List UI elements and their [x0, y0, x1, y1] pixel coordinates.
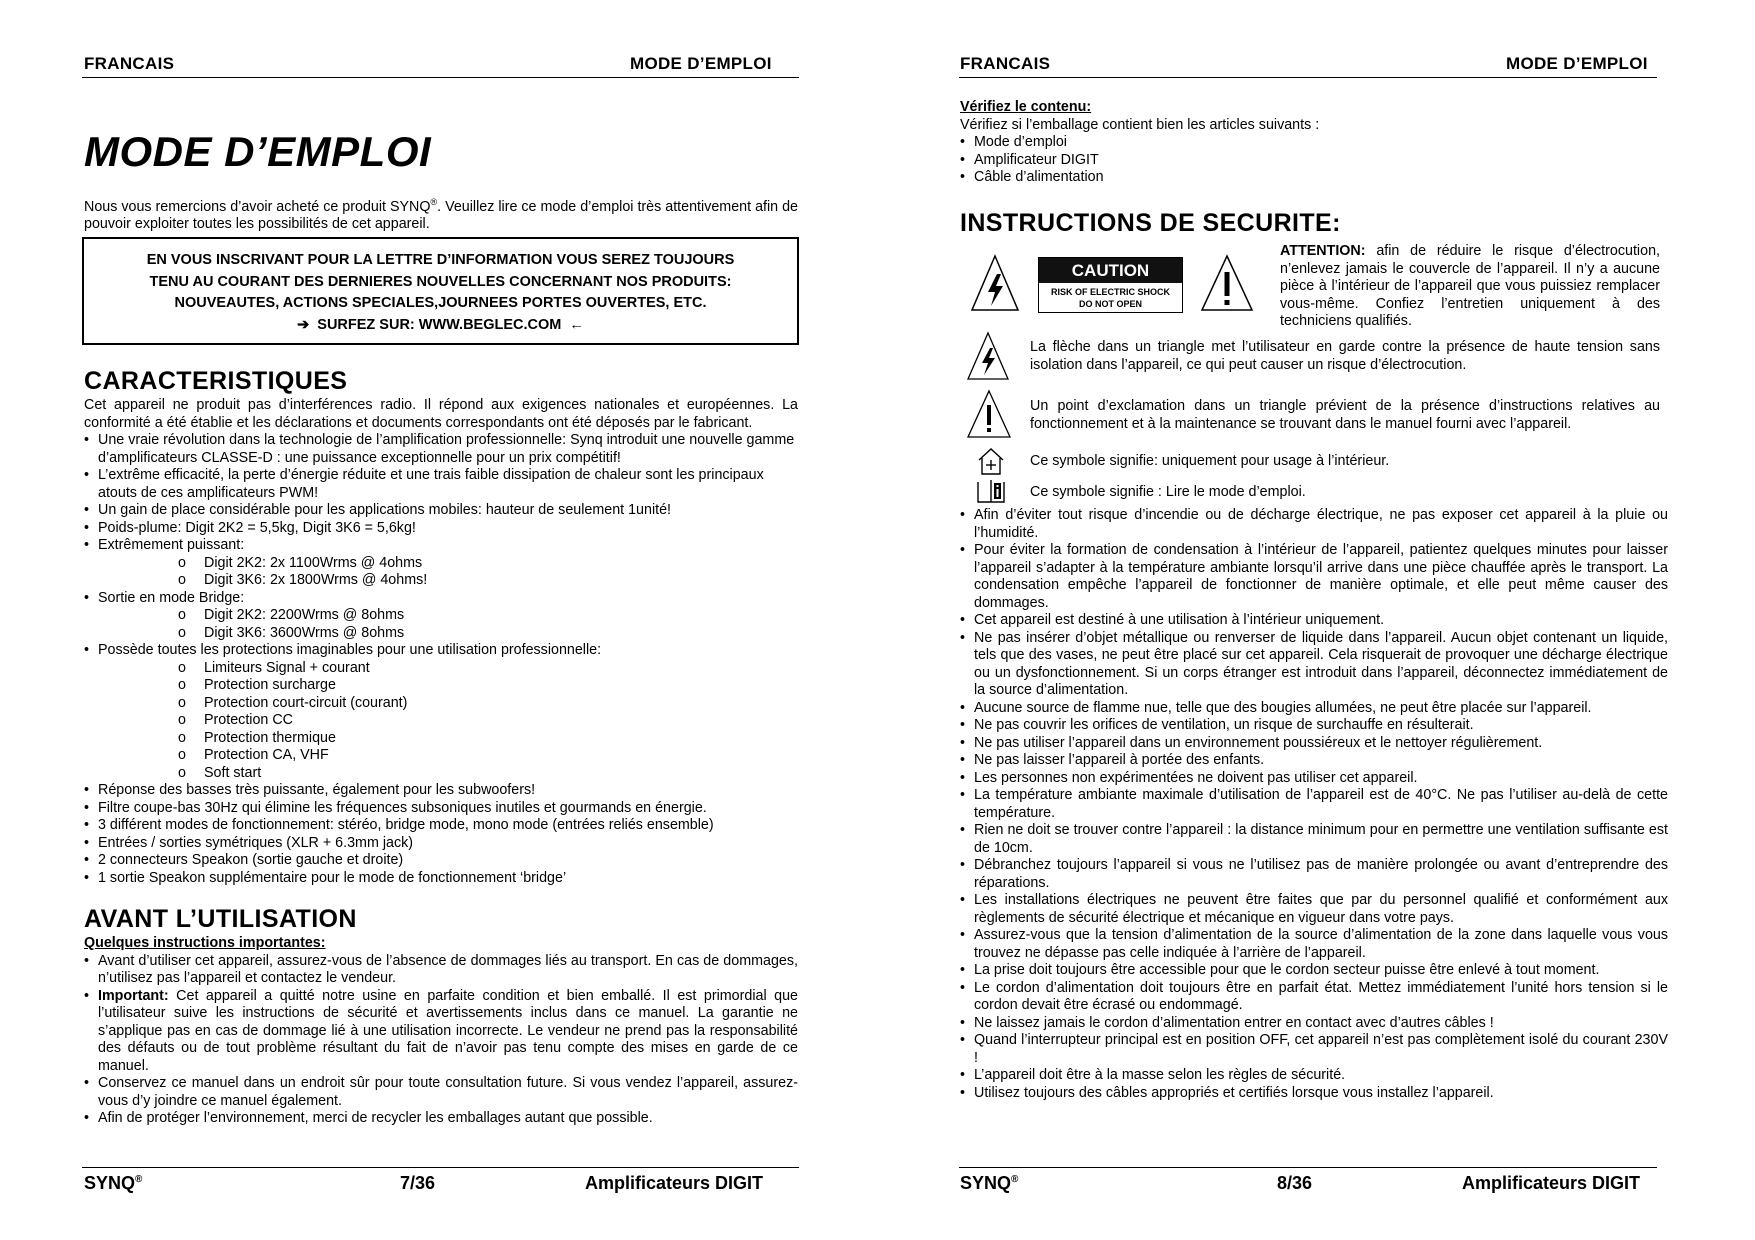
header-rule	[959, 77, 1657, 78]
footer-rule	[82, 1167, 799, 1168]
indoor-description: Ce symbole signifie: uniquement pour usage à l’intérieur.	[1030, 453, 1390, 469]
list-item: • Sortie en mode Bridge: o Digit 2K2: 2200Wrms @ 8ohms o Digit 3K6: 3600Wrms @ 8ohms	[84, 590, 798, 643]
list-item: • Afin de protéger l’environnement, merci de recycler les emballages autant que possible.	[84, 1110, 798, 1128]
newsletter-line: EN VOUS INSCRIVANT POUR LA LETTRE D’INFORMATION VOUS SEREZ TOUJOURS	[146, 252, 735, 268]
arrow-right-icon: ➔	[297, 316, 310, 333]
safety-heading: INSTRUCTIONS DE SECURITE:	[960, 209, 1341, 237]
list-item: • Réponse des basses très puissante, également pour les subwoofers!	[84, 782, 798, 800]
sub-item: o Digit 2K2: 2x 1100Wrms @ 4ohms	[178, 555, 798, 573]
list-item: • Assurez-vous que la tension d’alimentation de la source d’alimentation de la zone dans laquelle vous vous trouvez ne dépasse pas celle indiquée à l’arrière de l’appareil.	[960, 927, 1668, 962]
contents-list	[960, 134, 1660, 187]
list-item: • Les installations électriques ne peuvent être faites que par du personnel qualifié et conformément aux règlements de sécurité électrique et mécanique en vigueur dans votre pays.	[960, 892, 1668, 927]
newsletter-line: NOUVEAUTES, ACTIONS SPECIALES,JOURNEES PORTES OUVERTES, ETC.	[174, 295, 707, 311]
list-item: • Câble d’alimentation	[960, 169, 1660, 187]
list-item: • Ne pas utiliser l’appareil dans un environnement poussiéreux et le nettoyer régulièrement.	[960, 735, 1668, 753]
exclamation-description: Un point d’exclamation dans un triangle prévient de la présence d’instructions relatives au fonctionnement et à la maintenance se trouvant dans le manuel fourni avec l’appareil.	[1030, 398, 1660, 432]
exclamation-triangle-icon	[966, 389, 1012, 439]
footer-brand: SYNQ®	[84, 1173, 143, 1193]
features-heading: CARACTERISTIQUES	[84, 367, 348, 395]
arrow-left-icon: ←	[569, 316, 584, 333]
sub-item: o Soft start	[178, 765, 798, 783]
list-item: • La prise doit toujours être accessible pour que le cordon secteur puisse être enlevé à tout moment.	[960, 962, 1668, 980]
list-item: • Les personnes non expérimentées ne doivent pas utiliser cet appareil.	[960, 770, 1668, 788]
sub-item: o Limiteurs Signal + courant	[178, 660, 798, 678]
list-item: • Entrées / sorties symétriques (XLR + 6.3mm jack)	[84, 835, 798, 853]
list-item: • Extrêmement puissant: o Digit 2K2: 2x 1100Wrms @ 4ohms o Digit 3K6: 2x 1800Wrms @ 4ohms!	[84, 537, 798, 590]
lightning-description: La flèche dans un triangle met l’utilisateur en garde contre la présence de haute tension sans isolation dans l’appareil, ce qui peut causer un risque d’électrocution.	[1030, 339, 1660, 373]
footer-page-number: 8/36	[1277, 1173, 1313, 1193]
list-item: • 1 sortie Speakon supplémentaire pour le mode de fonctionnement ‘bridge’	[84, 870, 798, 888]
list-item: • La température ambiante maximale d’utilisation de l’appareil est de 40°C. Ne pas l’utiliser au-delà de cette température.	[960, 787, 1668, 822]
list-item: • Possède toutes les protections imaginables pour une utilisation professionnelle: o Limiteurs Signal + courant o Protection surcharge o Protection court-circuit (courant) o Protection CC o Protection thermique o Protection CA, VHF o Soft start	[84, 642, 798, 782]
header-section: MODE D’EMPLOI	[1506, 54, 1648, 73]
header-language: FRANCAIS	[960, 54, 1051, 73]
before-use-section	[84, 905, 798, 1128]
left-page	[0, 0, 877, 1240]
header-section: MODE D’EMPLOI	[630, 54, 772, 73]
sub-item: o Protection thermique	[178, 730, 798, 748]
read-manual-icon	[976, 478, 1006, 504]
list-item: • Pour éviter la formation de condensation à l’intérieur de l’appareil, patientez quelques minutes pour laisser l’appareil s’adapter à la température ambiante lorsqu’il arrive dans une pièce chauffée après le transport. La condensation empêche l’appareil de fonctionner de manière optimale, et elle peut même causer des dommages.	[960, 542, 1668, 612]
page-title: MODE D’EMPLOI	[84, 128, 432, 175]
list-item: • Poids-plume: Digit 2K2 = 5,5kg, Digit 3K6 = 5,6kg!	[84, 520, 798, 538]
footer-brand: SYNQ®	[960, 1173, 1019, 1193]
list-item: • Quand l’interrupteur principal est en position OFF, cet appareil n’est pas complètement isolé du courant 230V !	[960, 1032, 1668, 1067]
list-item: • Utilisez toujours des câbles appropriés et certifiés lorsque vous installez l’appareil.	[960, 1085, 1668, 1103]
list-item: • Une vraie révolution dans la technologie de l’amplification professionnelle: Synq introduit une nouvelle gamme d’amplificateurs CLASSE-D : une puissance exceptionnelle pour un prix compétitif!	[84, 432, 798, 467]
footer-product: Amplificateurs DIGIT	[585, 1173, 764, 1193]
footer-product: Amplificateurs DIGIT	[1462, 1173, 1641, 1193]
list-item: • 2 connecteurs Speakon (sortie gauche et droite)	[84, 852, 798, 870]
list-item: • Amplificateur DIGIT	[960, 152, 1660, 170]
contents-intro: Vérifiez si l’emballage contient bien les articles suivants :	[960, 116, 1320, 133]
lightning-triangle-icon	[970, 254, 1020, 312]
list-item: • Ne pas laisser l’appareil à portée des enfants.	[960, 752, 1668, 770]
features-intro: Cet appareil ne produit pas d’interférences radio. Il répond aux exigences nationales et européennes. La conformité a été établie et les déclarations et documents correspondants ont été déposés par le fabricant.	[84, 397, 798, 431]
manual-description: Ce symbole signifie : Lire le mode d’emploi.	[1030, 484, 1306, 500]
right-page	[877, 0, 1755, 1240]
header-rule	[82, 77, 799, 78]
lightning-triangle-icon	[966, 331, 1010, 381]
list-item: • Mode d’emploi	[960, 134, 1660, 152]
footer-rule	[959, 1167, 1657, 1168]
sub-item: o Digit 3K6: 2x 1800Wrms @ 4ohms!	[178, 572, 798, 590]
caution-line: RISK OF ELECTRIC SHOCK	[1050, 287, 1170, 297]
sub-item: o Protection court-circuit (courant)	[178, 695, 798, 713]
indoor-use-icon	[976, 446, 1006, 476]
exclamation-triangle-icon	[1200, 254, 1254, 312]
sub-item: o Digit 3K6: 3600Wrms @ 8ohms	[178, 625, 798, 643]
sub-item: o Protection surcharge	[178, 677, 798, 695]
newsletter-line: TENU AU COURANT DES DERNIERES NOUVELLES CONCERNANT NOS PRODUITS:	[149, 273, 732, 290]
caution-line: DO NOT OPEN	[1078, 299, 1142, 309]
footer-page-number: 7/36	[400, 1173, 436, 1193]
list-item: • Important: Cet appareil a quitté notre usine en parfaite condition et bien emballé. Il est primordial que l’utilisateur suive les instructions de sécurité et avertissements inclus dans ce manuel. La garantie ne s’applique pas en cas de dommage lié à une utilisation incorrecte. Le vendeur ne prend pas la responsabilité des défauts ou de tout problème résultant du fait de n’avoir pas tenu compte des mises en garde de ce manuel.	[84, 988, 798, 1076]
list-item: • Aucune source de flamme nue, telle que des bougies allumées, ne peut être placée sur l’appareil.	[960, 700, 1668, 718]
list-item: • Ne pas insérer d’objet métallique ou renverser de liquide dans l’appareil. Aucun objet contenant un liquide, tels que des vases, ne peut être placé sur cet appareil. Cela risquerait de provoquer une décharge électrique ou un dysfonctionnement. Si un corps étranger est introduit dans l’appareil, déconnectez immédiatement de la source d’alimentation.	[960, 630, 1668, 700]
list-item: • Le cordon d’alimentation doit toujours être en parfait état. Mettez immédiatement l’unité hors tension si le cordon devait être écrasé ou endommagé.	[960, 980, 1668, 1015]
list-item: • Ne pas couvrir les orifices de ventilation, un risque de surchauffe en résulterait.	[960, 717, 1668, 735]
list-item: • Afin d’éviter tout risque d’incendie ou de décharge électrique, ne pas exposer cet appareil à la pluie ou l’humidité.	[960, 507, 1668, 542]
list-item: • Conservez ce manuel dans un endroit sûr pour toute consultation future. Si vous vendez l’appareil, assurez-vous d’y joindre ce manuel également.	[84, 1075, 798, 1110]
sub-item: o Protection CC	[178, 712, 798, 730]
newsletter-link[interactable]: ➔ SURFEZ SUR: WWW.BEGLEC.COM ←	[297, 316, 584, 333]
sub-item: o Digit 2K2: 2200Wrms @ 8ohms	[178, 607, 798, 625]
caution-title: CAUTION	[1039, 258, 1182, 283]
attention-paragraph: ATTENTION: afin de réduire le risque d’électrocution, n’enlevez jamais le couvercle de l’appareil. Il n’y a aucune pièce à l’intérieur de l’appareil que vous puissiez remplacer vous-même. Confiez l’entretien uniquement à des techniciens qualifiés.	[1280, 243, 1660, 329]
list-item: • L’appareil doit être à la masse selon les règles de sécurité.	[960, 1067, 1668, 1085]
before-use-list	[84, 953, 798, 1128]
list-item: • L’extrême efficacité, la perte d’énergie réduite et une trais faible dissipation de chaleur sont les principaux atouts de ces amplificateurs PWM!	[84, 467, 798, 502]
safety-list	[960, 507, 1668, 1102]
features-list	[84, 432, 798, 887]
list-item: • 3 différent modes de fonctionnement: stéréo, bridge mode, mono mode (entrées reliés ensemble)	[84, 817, 798, 835]
contents-check	[960, 99, 1660, 187]
contents-heading: Vérifiez le contenu:	[960, 99, 1092, 115]
list-item: • Ne laissez jamais le cordon d’alimentation entrer en contact avec d’autres câbles !	[960, 1015, 1668, 1033]
before-use-heading: AVANT L’UTILISATION	[84, 905, 357, 933]
features-section	[84, 367, 798, 887]
list-item: • Débranchez toujours l’appareil si vous ne l’utilisez pas de manière prolongée ou avant d’entreprendre des réparations.	[960, 857, 1668, 892]
newsletter-box	[82, 237, 799, 345]
list-item: • Filtre coupe-bas 30Hz qui élimine les fréquences subsoniques inutiles et gourmands en énergie.	[84, 800, 798, 818]
list-item: • Avant d’utiliser cet appareil, assurez-vous de l’absence de dommages liés au transport. En cas de dommages, n’utilisez pas l’appareil et contactez le vendeur.	[84, 953, 798, 988]
intro-paragraph: Nous vous remercions d’avoir acheté ce produit SYNQ®. Veuillez lire ce mode d’emploi très attentivement afin de pouvoir exploiter toutes les possibilités de cet appareil.	[84, 197, 798, 233]
sub-item: o Protection CA, VHF	[178, 747, 798, 765]
list-item: • Rien ne doit se trouver contre l’appareil : la distance minimum pour en permettre une ventilation suffisante est de 10cm.	[960, 822, 1668, 857]
header-language: FRANCAIS	[84, 54, 175, 73]
before-use-subheading: Quelques instructions importantes:	[84, 935, 326, 951]
caution-label	[1038, 257, 1183, 313]
list-item: • Un gain de place considérable pour les applications mobiles: hauteur de seulement 1unité!	[84, 502, 798, 520]
list-item: • Cet appareil est destiné à une utilisation à l’intérieur uniquement.	[960, 612, 1668, 630]
